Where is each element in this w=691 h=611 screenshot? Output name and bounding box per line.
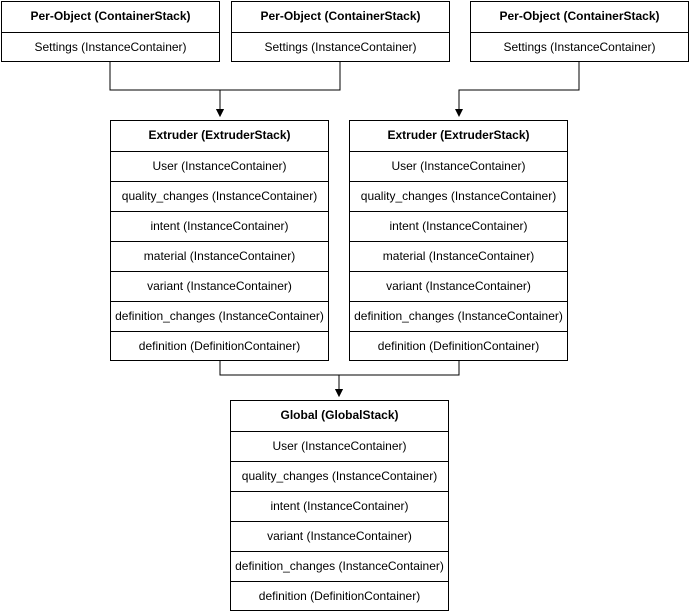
node-header: Extruder (ExtruderStack) — [148, 128, 291, 142]
node-row: intent (InstanceContainer) — [350, 211, 567, 241]
node-row: Settings (InstanceContainer) — [471, 32, 688, 62]
node-header: Per-Object (ContainerStack) — [260, 9, 421, 23]
node-row: variant (InstanceContainer) — [350, 271, 567, 301]
node-row: definition (DefinitionContainer) — [111, 331, 328, 361]
node-row: definition_changes (InstanceContainer) — [231, 551, 448, 581]
edge-extruder2-to-global — [339, 361, 459, 393]
node-row: variant (InstanceContainer) — [111, 271, 328, 301]
node-per-object-1[interactable] — [1, 1, 220, 62]
node-row: User (InstanceContainer) — [350, 151, 567, 181]
node-header: Extruder (ExtruderStack) — [387, 128, 530, 142]
node-row: quality_changes (InstanceContainer) — [111, 181, 328, 211]
node-row: User (InstanceContainer) — [231, 431, 448, 461]
node-row: User (InstanceContainer) — [111, 151, 328, 181]
node-header: Per-Object (ContainerStack) — [499, 9, 660, 23]
node-per-object-2[interactable] — [231, 1, 450, 62]
node-row: material (InstanceContainer) — [111, 241, 328, 271]
edge-po2-to-extruder1 — [220, 62, 340, 113]
node-row: Settings (InstanceContainer) — [2, 32, 219, 62]
node-row: quality_changes (InstanceContainer) — [231, 461, 448, 491]
node-header: Per-Object (ContainerStack) — [30, 9, 191, 23]
node-row: material (InstanceContainer) — [350, 241, 567, 271]
edge-po1-to-extruder1 — [110, 62, 220, 113]
node-row: definition (DefinitionContainer) — [231, 581, 448, 611]
node-row: variant (InstanceContainer) — [231, 521, 448, 551]
edge-po3-to-extruder2 — [459, 62, 579, 113]
node-row: definition_changes (InstanceContainer) — [111, 301, 328, 331]
node-row: definition_changes (InstanceContainer) — [350, 301, 567, 331]
node-row: definition (DefinitionContainer) — [350, 331, 567, 361]
edge-extruder1-to-global — [220, 361, 339, 393]
node-extruder-1[interactable] — [110, 120, 329, 361]
node-per-object-3[interactable] — [470, 1, 689, 62]
node-global[interactable] — [230, 400, 449, 611]
node-row: intent (InstanceContainer) — [111, 211, 328, 241]
node-row: intent (InstanceContainer) — [231, 491, 448, 521]
node-row: Settings (InstanceContainer) — [232, 32, 449, 62]
node-extruder-2[interactable] — [349, 120, 568, 361]
node-row: quality_changes (InstanceContainer) — [350, 181, 567, 211]
node-header: Global (GlobalStack) — [280, 408, 399, 422]
